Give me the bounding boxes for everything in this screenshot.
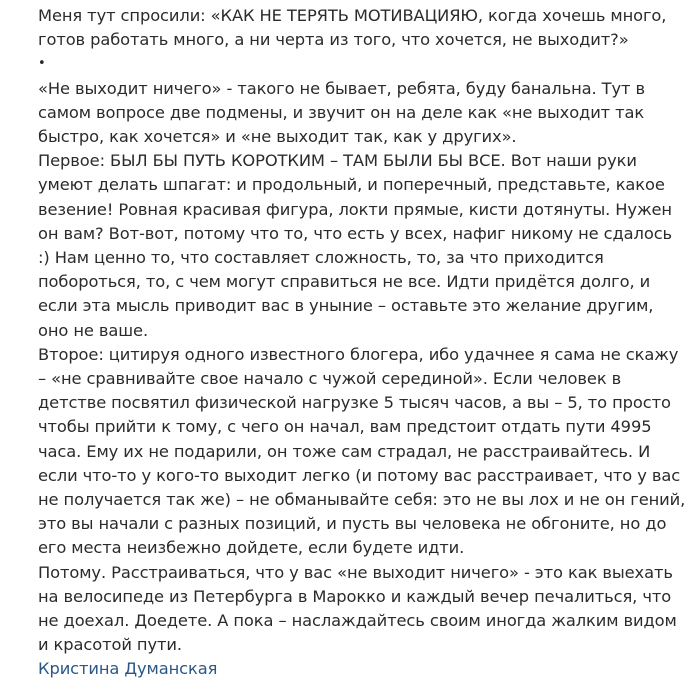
author-link[interactable]: Кристина Думанская [38,659,218,679]
post-body [38,4,688,682]
bullet-separator: • [38,56,46,72]
post-paragraph-question: Меня тут спросили: «КАК НЕ ТЕРЯТЬ МОТИВАЦИЯЮ, когда хочешь много, готов работать много, а ни черта из того, что хочется, не выходит?» [38,6,667,50]
post-paragraph-intro: «Не выходит ничего» - такого не бывает, ребята, буду банальна. Тут в самом вопросе две подмены, и звучит он на деле как «не выходит так быстро, как хочется» и «не выходит так, как у других». [38,78,645,146]
post-paragraph-conclusion: Потому. Расстраиваться, что у вас «не выходит ничего» - это как выехать на велосипеде из Петербурга в Марокко и каждый вечер печалиться, что не доехал. Доедете. А пока – наслаждайтесь своим иногда жалким видом и красотой пути. [38,562,677,655]
post-paragraph-first: Первое: БЫЛ БЫ ПУТЬ КОРОТКИМ – ТАМ БЫЛИ БЫ ВСЕ. Вот наши руки умеют делать шпагат: и продольный, и поперечный, представьте, какое везение! Ровная красивая фигура, локти прямые, кисти дотянуты. Нужен он вам? Вот-вот, потому что то, что есть у всех, нафиг никому не сдалось :) Нам ценно то, что составляет сложность, то, за что приходится побороться, то, с чем могут справиться не все. Идти придётся долго, и если эта мысль приводит вас в уныние – оставьте это желание другим, оно не ваше. [38,151,673,340]
post-paragraph-second: Второе: цитируя одного известного блогера, ибо удачнее я сама не скажу – «не сравнивайте свое начало с чужой серединой». Если человек в детстве посвятил физической нагрузке 5 тысяч часов, а вы – 5, то просто чтобы прийти к тому, с чего он начал, вам предстоит отдать пути 4995 часа. Ему их не подарили, он тоже сам страдал, не расстраивайтесь. И если что-то у кого-то выходит легко (и потому вас расстраивает, что у вас не получается так же) – не обманывайте себя: это не вы лох и не он гений, это вы начали с разных позиций, и пусть вы человека не обгоните, но до его места неизбежно дойдете, если будете идти. [38,344,686,558]
